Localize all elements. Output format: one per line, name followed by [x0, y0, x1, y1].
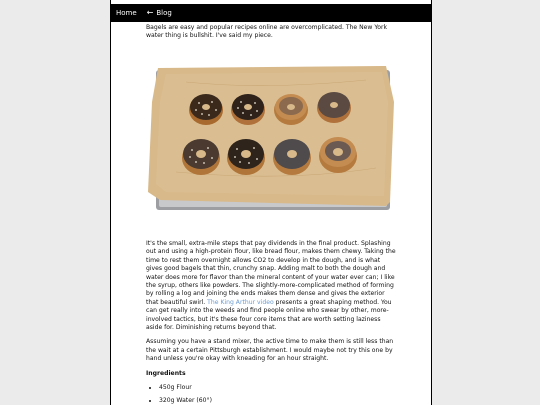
- home-link[interactable]: Home: [116, 9, 137, 17]
- top-nav-bar: [111, 4, 431, 22]
- back-arrow-icon: ←: [146, 8, 154, 17]
- bagel-3: [274, 94, 308, 125]
- king-arthur-video-link[interactable]: The King Arthur video: [207, 298, 274, 306]
- bagel-7: [273, 139, 311, 175]
- bagel-8: [319, 137, 357, 173]
- ingredient-item: • 450g Flour: [159, 384, 396, 392]
- blog-link-label: Blog: [156, 9, 172, 17]
- body-section: [146, 240, 396, 405]
- browser-viewport: [110, 0, 432, 405]
- ingredients-heading: Ingredients: [146, 369, 186, 377]
- bagel-photo: [146, 62, 396, 214]
- intro-section: [146, 24, 396, 47]
- bagel-4: [317, 92, 351, 123]
- bagel-2: [231, 94, 265, 125]
- bagel-6: [227, 139, 265, 175]
- body-paragraph-2: Assuming you have a stand mixer, the active time to make them is still less than the wait at a certain Pittsburgh establishment. I would maybe not try this one by hand unless you're okay with kneading for an hour straight.: [146, 338, 394, 363]
- blog-back-link[interactable]: [147, 4, 172, 22]
- body-paragraph-1-end: presents a great shaping method. You can get really into the weeds and find people online who swear by other, more-involved tactics, but it's these four core items that are worth setting laziness aside for. Diminishing returns beyond that.: [146, 298, 392, 332]
- body-paragraph-1: [146, 240, 396, 332]
- bagel-5: [182, 139, 220, 175]
- body-paragraph-1-start: It's the small, extra-mile steps that pay dividends in the final product. Splashing out and using a high-protein flour, like bread flour, makes them chewy. Taking the time to rest them overnight allows CO2 to develop in the dough, and is what gives good bagels that thin, crunchy snap. Adding malt to both the dough and water does more for flavor than the mineral content of your water ever can; I like the syrup, others like powders. The slightly-more-complicated method of forming by rolling a log and joining the ends makes them dense and gives the exterior that beautiful swirl.: [146, 240, 396, 306]
- ingredient-item: • 320g Water (60°): [159, 397, 396, 405]
- bagel-1: [189, 94, 223, 125]
- ingredients-list: [146, 384, 396, 405]
- intro-paragraph: Bagels are easy and popular recipes online are overcomplicated. The New York water thing is bullshit. I've said my piece.: [146, 24, 387, 40]
